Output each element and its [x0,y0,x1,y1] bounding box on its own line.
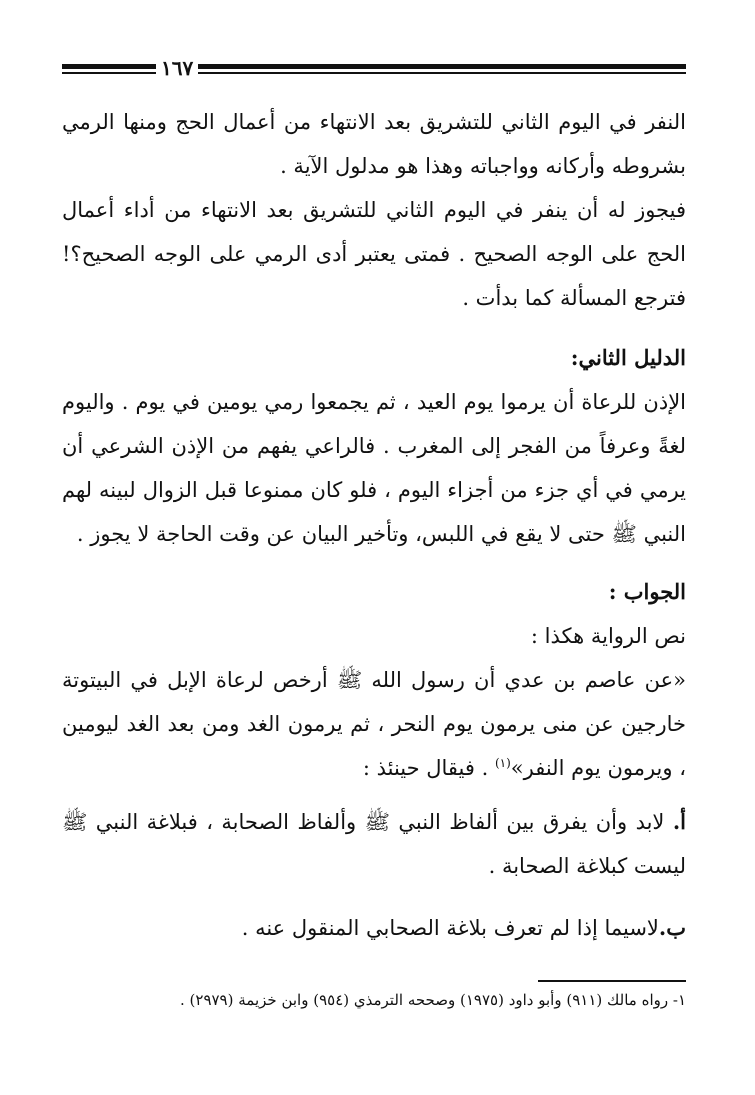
heading-second-evidence: الدليل الثاني: [570,345,686,370]
paragraph-3: الإذن للرعاة أن يرموا يوم العيد ، ثم يجمعوا رمي يومين في يوم . واليوم لغةً وعرفاً من الفجر إلى المغرب . فالراعي يفهم من الإذن الشرعي أن يرمي في أي جزء من أجزاء اليوم ، فلو كان ممنوعا قبل الزوال لبينه لهم النبي ﷺ حتى لا يقع في اللبس، وتأخير البيان عن وقت الحاجة لا يجوز . [62,390,686,546]
point-a [62,800,686,888]
paragraph-7 [62,906,686,950]
point-a-label: أ. [672,809,686,834]
point-b-text: لاسيما إذا لم تعرف بلاغة الصحابي المنقول عنه . [241,916,659,940]
paragraph-2: فيجوز له أن ينفر في اليوم الثاني للتشريق بعد الانتهاء من أداء أعمال الحج على الوجه الصحيح . فمتى يعتبر أدى الرمي على الوجه الصحيح؟! فترجع المسألة كما بدأت . [62,198,686,310]
paragraph-5 [62,658,686,790]
paragraph-6 [62,800,686,888]
point-a-text: لابد وأن يفرق بين ألفاظ النبي ﷺ وألفاظ الصحابة ، فبلاغة النبي ﷺ ليست كبلاغة الصحابة . [62,810,686,878]
paragraph-4: نص الرواية هكذا : [530,624,686,648]
narration-quote: «عن عاصم بن عدي أن رسول الله ﷺ أرخص لرعاة الإبل في البيتوتة خارجين عن منى يرمون يوم النحر ، ثم يرمون الغد ومن بعد الغد ليومين ، ويرمون يوم النفر» [62,668,686,780]
second-evidence-section [62,336,686,556]
point-b-label: ب. [658,915,686,940]
point-b [62,906,686,950]
heading-answer: الجواب : [608,579,686,604]
answer-section [62,570,686,790]
page-header [62,58,686,80]
main-text [62,100,686,320]
footnote: ١- رواه مالك (٩١١) وأبو داود (١٩٧٥) وصححه الترمذي (٩٥٤) وابن خزيمة (٢٩٧٩) . [180,991,686,1009]
footnote-marker[interactable]: (١) [494,756,511,770]
page-number: ١٦٧ [156,56,198,80]
narration-tail: . فيقال حينئذ : [362,756,495,780]
paragraph-1: النفر في اليوم الثاني للتشريق بعد الانتهاء من أعمال الحج ومنها الرمي بشروطه وأركانه وواجباته وهذا هو مدلول الآية . [62,110,686,178]
footnote-divider [538,980,686,982]
